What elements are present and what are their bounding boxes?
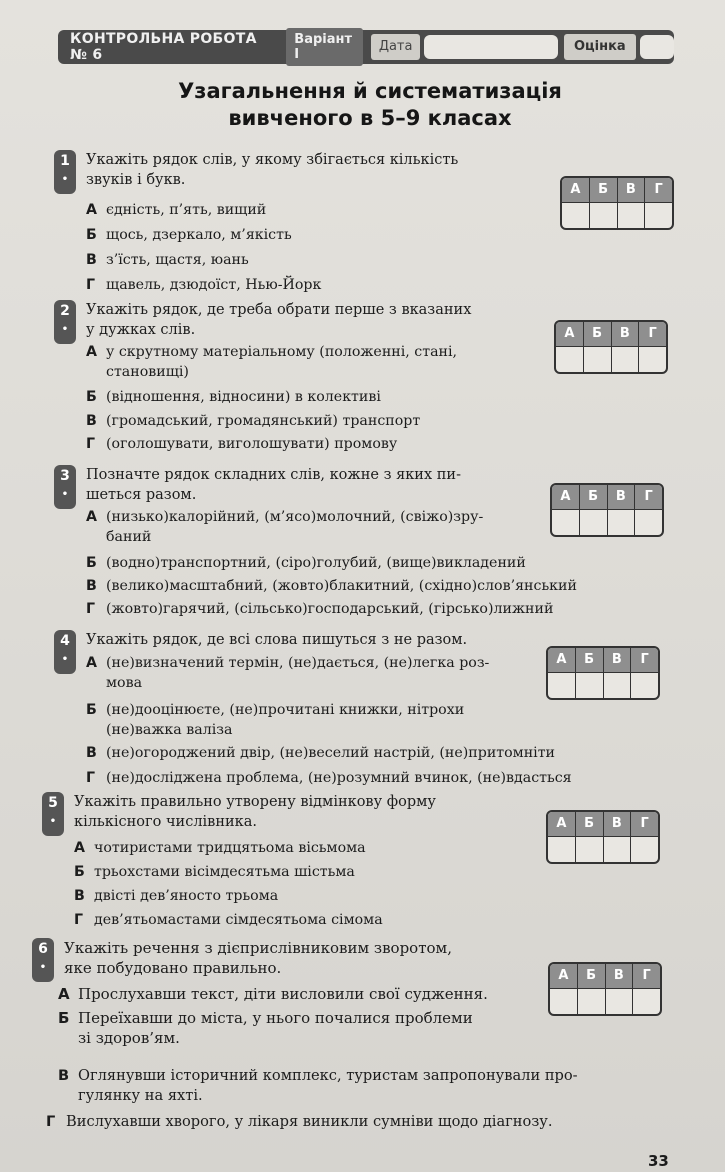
answer-cell-c[interactable]	[612, 347, 640, 373]
answer-cell-b[interactable]	[580, 510, 608, 536]
answer-cell-c[interactable]	[606, 989, 634, 1015]
option-b[interactable]: Б трьохстами вісімдесятьма шістьма	[74, 864, 355, 880]
answer-cell-d[interactable]	[645, 203, 672, 229]
option-a[interactable]: А (не)визначений термін, (не)дається, (не)легка роз- мова	[86, 655, 490, 691]
answer-cell-c[interactable]	[604, 673, 632, 699]
question-text: Укажіть правильно утворену відмінкову форму кількісного числівника.	[74, 794, 436, 830]
option-a[interactable]: А (низько)калорійний, (м’ясо)молочний, (свіжо)зру- баний	[86, 509, 484, 545]
option-d[interactable]: Г Вислухавши хворого, у лікаря виникли сумніви щодо діагнозу.	[46, 1113, 553, 1130]
answer-cell-b[interactable]	[576, 673, 604, 699]
answer-cell-d[interactable]	[631, 673, 658, 699]
answer-cell-c[interactable]	[618, 203, 646, 229]
option-a[interactable]: А єдність, п’ять, вищий	[86, 202, 267, 218]
answer-cell-d[interactable]	[635, 510, 662, 536]
option-d[interactable]: Г (жовто)гарячий, (сільсько)господарський, (гірсько)лижний	[86, 601, 554, 617]
answer-cell-a[interactable]	[548, 837, 576, 863]
question-number-badge: 3 •	[54, 465, 76, 509]
option-c[interactable]: В (не)огороджений двір, (не)веселий настрій, (не)притомніти	[86, 745, 556, 761]
test-title: КОНТРОЛЬНА РОБОТА № 6	[70, 31, 257, 63]
option-b[interactable]: Б щось, дзеркало, м’якість	[86, 227, 292, 243]
option-b[interactable]: Б (водно)транспортний, (сіро)голубий, (вище)викладений	[86, 555, 526, 571]
question-text: Укажіть рядок, де треба обрати перше з вказаних у дужках слів.	[86, 302, 472, 338]
option-b[interactable]: Б Переїхавши до міста, у нього почалися проблеми зі здоров’ям.	[58, 1009, 473, 1047]
option-c[interactable]: В (велико)масштабний, (жовто)блакитний, (східно)слов’янський	[86, 578, 577, 594]
test-header-bar	[58, 30, 674, 64]
page-title-line-1: Узагальнення й систематизація	[178, 79, 562, 103]
question-number-badge: 4 •	[54, 630, 76, 674]
variant-label: Варіант І	[286, 28, 363, 66]
date-label: Дата	[371, 34, 421, 60]
answer-cell-a[interactable]	[550, 989, 578, 1015]
option-b[interactable]: Б (не)дооцінюєте, (не)прочитані книжки, нітрохи (не)важка валіза	[86, 702, 465, 738]
option-c[interactable]: В двісті дев’яносто трьома	[74, 888, 279, 904]
question-number-badge: 5 •	[42, 792, 64, 836]
answer-cell-d[interactable]	[633, 989, 660, 1015]
answer-cell-a[interactable]	[552, 510, 580, 536]
option-d[interactable]: Г дев’ятьомастами сімдесятьома сімома	[74, 912, 383, 928]
answer-cell-d[interactable]	[639, 347, 666, 373]
answer-cell-c[interactable]	[604, 837, 632, 863]
option-d[interactable]: Г щавель, дзюдоїст, Нью-Йорк	[86, 277, 322, 293]
date-field[interactable]	[424, 35, 558, 59]
question-text: Укажіть рядок, де всі слова пишуться з не разом.	[86, 632, 468, 648]
answer-grid: А Б В Г	[546, 810, 660, 864]
question-number-badge: 1 •	[54, 150, 76, 194]
question-text: Укажіть речення з дієприслівниковим зворотом, яке побудовано правильно.	[64, 939, 452, 977]
answer-grid: А Б В Г	[554, 320, 668, 374]
option-a[interactable]: А чотиристами тридцятьома вісьмома	[74, 840, 366, 856]
answer-cell-a[interactable]	[562, 203, 590, 229]
grade-field[interactable]	[640, 35, 674, 59]
question-text: Позначте рядок складних слів, кожне з яких пи- шеться разом.	[86, 467, 461, 503]
answer-cell-b[interactable]	[584, 347, 612, 373]
option-a[interactable]: А Прослухавши текст, діти висловили свої судження.	[58, 985, 488, 1003]
option-a[interactable]: А у скрутному матеріальному (положенні, стані, становищі)	[86, 344, 458, 380]
option-d[interactable]: Г (не)досліджена проблема, (не)розумний вчинок, (не)вдасться	[86, 770, 572, 786]
grade-label: Оцінка	[564, 34, 636, 60]
answer-grid: А Б В Г	[548, 962, 662, 1016]
answer-cell-a[interactable]	[548, 673, 576, 699]
answer-cell-d[interactable]	[631, 837, 658, 863]
option-c[interactable]: В (громадський, громадянський) транспорт	[86, 413, 421, 429]
question-text: Укажіть рядок слів, у якому збігається кількість звуків і букв.	[86, 152, 459, 188]
answer-cell-c[interactable]	[608, 510, 636, 536]
page-number: 33	[648, 1152, 669, 1170]
answer-cell-b[interactable]	[578, 989, 606, 1015]
answer-grid: А Б В Г	[560, 176, 674, 230]
option-b[interactable]: Б (відношення, відносини) в колективі	[86, 389, 381, 405]
answer-grid: А Б В Г	[546, 646, 660, 700]
option-c[interactable]: В Оглянувши історичний комплекс, туристам запропонували про- гулянку на яхті.	[58, 1067, 578, 1104]
page-title	[150, 78, 590, 132]
option-c[interactable]: В з’їсть, щастя, юань	[86, 252, 249, 268]
answer-grid: А Б В Г	[550, 483, 664, 537]
answer-cell-b[interactable]	[590, 203, 618, 229]
question-number-badge: 2 •	[54, 300, 76, 344]
answer-cell-b[interactable]	[576, 837, 604, 863]
page-title-line-2: вивченого в 5–9 класах	[228, 106, 512, 130]
option-d[interactable]: Г (оголошувати, виголошувати) промову	[86, 436, 398, 452]
answer-cell-a[interactable]	[556, 347, 584, 373]
question-number-badge: 6 •	[32, 938, 54, 982]
